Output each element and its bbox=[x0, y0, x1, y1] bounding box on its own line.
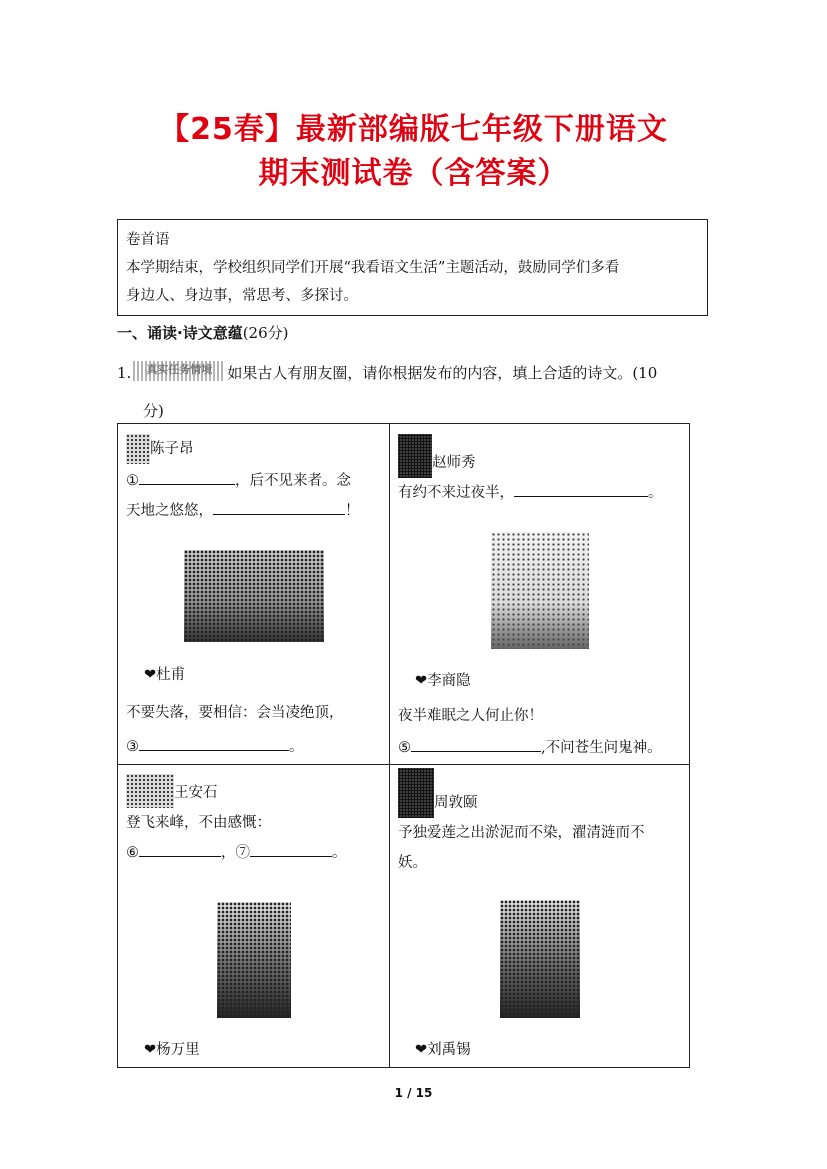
page-title-line2: 期末测试卷（含答案） bbox=[258, 156, 569, 191]
section-score: (26分) bbox=[242, 324, 289, 342]
poster-name: 王安石 bbox=[174, 785, 218, 801]
post-text: 。 bbox=[648, 485, 663, 501]
post-text: 妖。 bbox=[398, 855, 427, 871]
blank-label-7: ，⑦ bbox=[221, 845, 250, 861]
intro-text-line2: 身边人、身边事，常思考、多探讨。 bbox=[126, 288, 358, 304]
avatar-icon bbox=[126, 434, 150, 464]
avatar-icon bbox=[126, 774, 174, 808]
intro-heading: 卷首语 bbox=[126, 232, 170, 248]
grid-divider-horizontal bbox=[118, 764, 689, 765]
comment-text: ,不问苍生问鬼神。 bbox=[541, 740, 662, 756]
answer-blank-7[interactable] bbox=[250, 838, 332, 857]
intro-box bbox=[117, 219, 708, 316]
page-title-line1: 【25春】最新部编版七年级下册语文 bbox=[159, 112, 668, 147]
blank-label-6: ⑥ bbox=[126, 845, 139, 861]
comment-lishangyin bbox=[398, 701, 688, 763]
blank-label-1: ① bbox=[126, 473, 139, 489]
section-label: 一、诵读·诗文意蕴 bbox=[117, 324, 243, 342]
post-text: ！ bbox=[345, 503, 360, 519]
post-text: 有约不来过夜半， bbox=[398, 485, 514, 501]
answer-blank-5[interactable] bbox=[411, 733, 541, 752]
post-photo bbox=[491, 532, 589, 649]
comment-text: 不要失落，要相信：会当凌绝顶， bbox=[126, 705, 344, 721]
like-line: ❤杨万里 bbox=[144, 1042, 200, 1058]
task-tag-badge bbox=[133, 361, 225, 381]
like-line: ❤杜甫 bbox=[144, 667, 186, 683]
post-text: ，后不见来者。念 bbox=[235, 473, 351, 489]
post-text: 。 bbox=[332, 845, 347, 861]
question-1 bbox=[117, 362, 717, 420]
blank-label-3: ③ bbox=[126, 739, 139, 755]
section-heading bbox=[117, 322, 289, 343]
intro-text-line1: 本学期结束，学校组织同学们开展“我看语文生活”主题活动，鼓励同学们多看 bbox=[126, 260, 620, 276]
like-line: ❤李商隐 bbox=[415, 673, 471, 689]
answer-blank-6[interactable] bbox=[139, 838, 221, 857]
avatar-icon bbox=[398, 768, 434, 818]
post-text: 予独爱莲之出淤泥而不染，濯清涟而不 bbox=[398, 825, 645, 841]
post-zhaoshixiu bbox=[398, 434, 683, 508]
poster-name: 陈子昂 bbox=[150, 441, 194, 457]
answer-blank-2[interactable] bbox=[213, 496, 345, 515]
answer-blank-3[interactable] bbox=[139, 732, 289, 751]
grid-divider-vertical bbox=[389, 424, 390, 1067]
question-text: 如果古人有朋友圈，请你根据发布的内容，填上合适的诗文。(10 bbox=[227, 364, 658, 382]
poster-name: 赵师秀 bbox=[432, 455, 476, 471]
post-text: 天地之悠悠， bbox=[126, 503, 213, 519]
post-photo bbox=[184, 550, 324, 642]
question-number: 1. bbox=[117, 364, 132, 382]
avatar-icon bbox=[398, 434, 432, 478]
post-photo bbox=[217, 902, 291, 1018]
comment-text: 夜半难眠之人何止你！ bbox=[398, 708, 543, 724]
post-zhoudunyi bbox=[398, 768, 688, 878]
post-photo bbox=[500, 900, 580, 1018]
question-text-cont: 分) bbox=[143, 402, 164, 420]
blank-label-5: ⑤ bbox=[398, 740, 411, 756]
moments-grid bbox=[117, 423, 690, 1068]
like-line: ❤刘禹锡 bbox=[415, 1042, 471, 1058]
answer-blank-4[interactable] bbox=[514, 478, 648, 497]
poster-name: 周敦颐 bbox=[434, 795, 478, 811]
task-tag-label: 真实任务情境 bbox=[146, 363, 213, 376]
comment-dufu bbox=[126, 698, 384, 762]
post-chenziang bbox=[126, 434, 384, 526]
page-number: 1 / 15 bbox=[394, 1086, 433, 1100]
comment-text: 。 bbox=[289, 739, 304, 755]
post-text: 登飞来峰，不由感慨： bbox=[126, 815, 271, 831]
answer-blank-1[interactable] bbox=[139, 466, 235, 485]
post-wanganshi bbox=[126, 774, 384, 868]
